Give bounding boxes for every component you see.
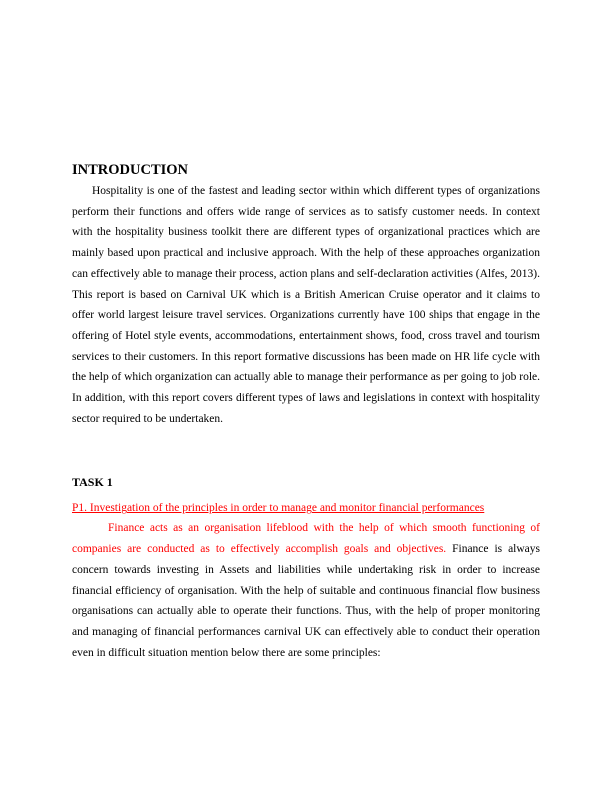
finance-paragraph-highlighted: Finance acts as an organisation lifeblood with the help of which smooth functioning of companies are conducted as to effectively accomplish goals and objectives. — [72, 522, 540, 556]
introduction-heading: INTRODUCTION — [72, 162, 189, 178]
p1-subheading: P1. Investigation of the principles in order to manage and monitor financial performances — [72, 502, 485, 515]
task-1-heading: TASK 1 — [72, 475, 113, 490]
introduction-paragraph: Hospitality is one of the fastest and leading sector within which different types of organizations perform their functions and offers wide range of services as to satisfy customer needs. In context with the hospitality business toolkit there are different types of organizational practices which are mainly based upon practical and inclusive approach. With the help of these approaches organization can effectively able to manage their process, action plans and self-declaration activities (Alfes, 2013). This report is based on Carnival UK which is a British American Cruise operator and it claims to offer world largest leisure travel services. Organizations currently have 100 ships that engage in the offering of Hotel style events, accommodations, entertainment shows, food, cross travel and tourism services to their customers. In this report formative discussions has been made on HR life cycle with the help of which organization can actually able to manage their performance as per going to job role. In addition, with this report covers different types of laws and legislations in context with hospitality sector required to be undertaken. — [72, 185, 540, 425]
finance-paragraph-rest: Finance is always concern towards investing in Assets and liabilities while undertaking risk in order to increase financial efficiency of organisation. With the help of suitable and continuous financial flow business organisations can actually able to operate their functions. Thus, with the help of proper monitoring and managing of financial performances carnival UK can effectively able to conduct their operation even in difficult situation mention below there are some principles: — [72, 543, 541, 659]
finance-paragraph — [72, 518, 540, 663]
document-content — [72, 160, 540, 663]
